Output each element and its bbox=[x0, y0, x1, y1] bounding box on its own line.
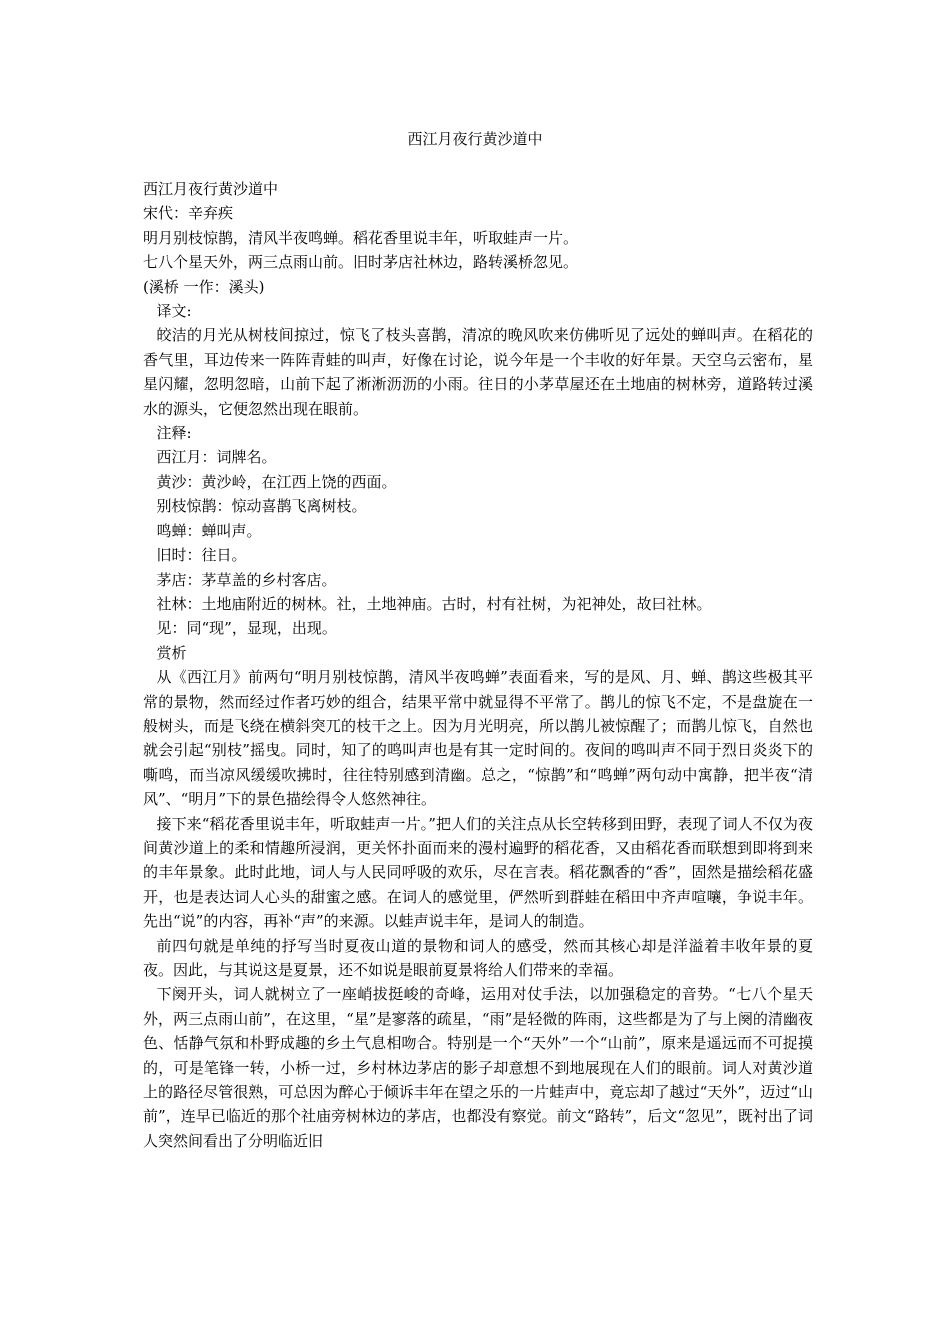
poem-line-1: 明月别枝惊鹊，清风半夜鸣蝉。稻花香里说丰年，听取蛙声一片。 bbox=[143, 228, 579, 247]
note-item: 黄沙：黄沙岭，在江西上饶的西面。 bbox=[156, 472, 397, 491]
appreciation-heading: 赏析 bbox=[156, 643, 187, 662]
translation-text: 皎洁的月光从树枝间掠过，惊飞了枝头喜鹊，清凉的晚风吹来仿佛听见了远处的蝉叫声。在稻花的香气里，耳边传来一阵阵青蛙的叫声，好像在讨论，说今年是一个丰收的好年景。天空乌云密布，星星闪耀，忽明忽暗，山前下起了淅淅沥沥的小雨。往日的小茅草屋还在土地庙的树林旁，道路转过溪水的源头，它便忽然出现在眼前。 bbox=[143, 326, 813, 418]
appreciation-paragraph: 接下来“稻花香里说丰年，听取蛙声一片。”把人们的关注点从长空转移到田野，表现了词人不仅为夜间黄沙道上的柔和情趣所浸润，更关怀扑面而来的漫村遍野的稻花香，又由稻花香而联想到即将到来的丰年景象。此时此地，词人与人民同呼吸的欢乐，尽在言表。稻花飘香的“香”，固然是描绘稻花盛开，也是表达词人心头的甜蜜之感。在词人的感觉里，俨然听到群蛙在稻田中齐声喧嚷，争说丰年。先出“说”的内容，再补“声”的来源。以蛙声说丰年，是词人的制造。 bbox=[143, 814, 813, 931]
appreciation-paragraph: 从《西江月》前两句“明月别枝惊鹊，清风半夜鸣蝉”表面看来，写的是风、月、蝉、鹊这些极其平常的景物，然而经过作者巧妙的组合，结果平常中就显得不平常了。鹊儿的惊飞不定，不是盘旋在一般树头，而是飞绕在横斜突兀的枝干之上。因为月光明亮，所以鹊儿被惊醒了；而鹊儿惊飞，自然也就会引起“别枝”摇曳。同时，知了的鸣叫声也是有其一定时间的。夜间的鸣叫声不同于烈日炎炎下的嘶鸣，而当凉风缓缓吹拂时，往往特别感到清幽。总之，“惊鹊”和“鸣蝉”两句动中寓静，把半夜“清风”、“明月”下的景色描绘得令人悠然神往。 bbox=[143, 668, 813, 809]
note-item: 西江月：词牌名。 bbox=[156, 448, 277, 467]
note-item: 别枝惊鹊：惊动喜鹊飞离树枝。 bbox=[156, 497, 367, 516]
document-body bbox=[143, 177, 813, 1153]
poem-line-2: 七八个星天外，两三点雨山前。旧时茅店社林边，路转溪桥忽见。 bbox=[143, 253, 579, 272]
appreciation-paragraph: 下阕开头，词人就树立了一座峭拔挺峻的奇峰，运用对仗手法，以加强稳定的音势。“七八个星天外，两三点雨山前”，在这里，“星”是寥落的疏星，“雨”是轻微的阵雨，这些都是为了与上阕的清幽夜色、恬静气氛和朴野成趣的乡土气息相吻合。特别是一个“天外”一个“山前”，原来是遥远而不可捉摸的，可是笔锋一转，小桥一过，乡村林边茅店的影子却意想不到地展现在人们的眼前。词人对黄沙道上的路径尽管很熟，可总因为醉心于倾诉丰年在望之乐的一片蛙声中，竟忘却了越过“天外”，迈过“山前”，连早已临近的那个社庙旁树林边的茅店，也都没有察觉。前文“路转”，后文“忽见”，既衬出了词人突然间看出了分明临近旧 bbox=[143, 985, 813, 1150]
note-item: 旧时：往日。 bbox=[156, 546, 247, 565]
appreciation-paragraph: 前四句就是单纯的抒写当时夏夜山道的景物和词人的感受，然而其核心却是洋溢着丰收年景的夏夜。因此，与其说这是夏景，还不如说是眼前夏景将给人们带来的幸福。 bbox=[143, 936, 813, 979]
note-item: 茅店：茅草盖的乡村客店。 bbox=[156, 570, 337, 589]
poem-name: 西江月夜行黄沙道中 bbox=[143, 180, 279, 198]
poem-author: 宋代：辛弃疾 bbox=[143, 204, 234, 223]
note-item: 鸣蝉：蝉叫声。 bbox=[156, 521, 262, 540]
poem-variant-note: (溪桥 一作：溪头) bbox=[143, 277, 265, 296]
notes-heading: 注释: bbox=[156, 424, 192, 443]
translation-heading: 译文: bbox=[156, 302, 192, 321]
note-item: 社林：土地庙附近的树林。社，土地神庙。古时，村有社树，为祀神处，故曰社林。 bbox=[156, 594, 712, 613]
note-item: 见：同“现”，显现，出现。 bbox=[156, 619, 337, 638]
document-title: 西江月夜行黄沙道中 bbox=[407, 130, 543, 148]
